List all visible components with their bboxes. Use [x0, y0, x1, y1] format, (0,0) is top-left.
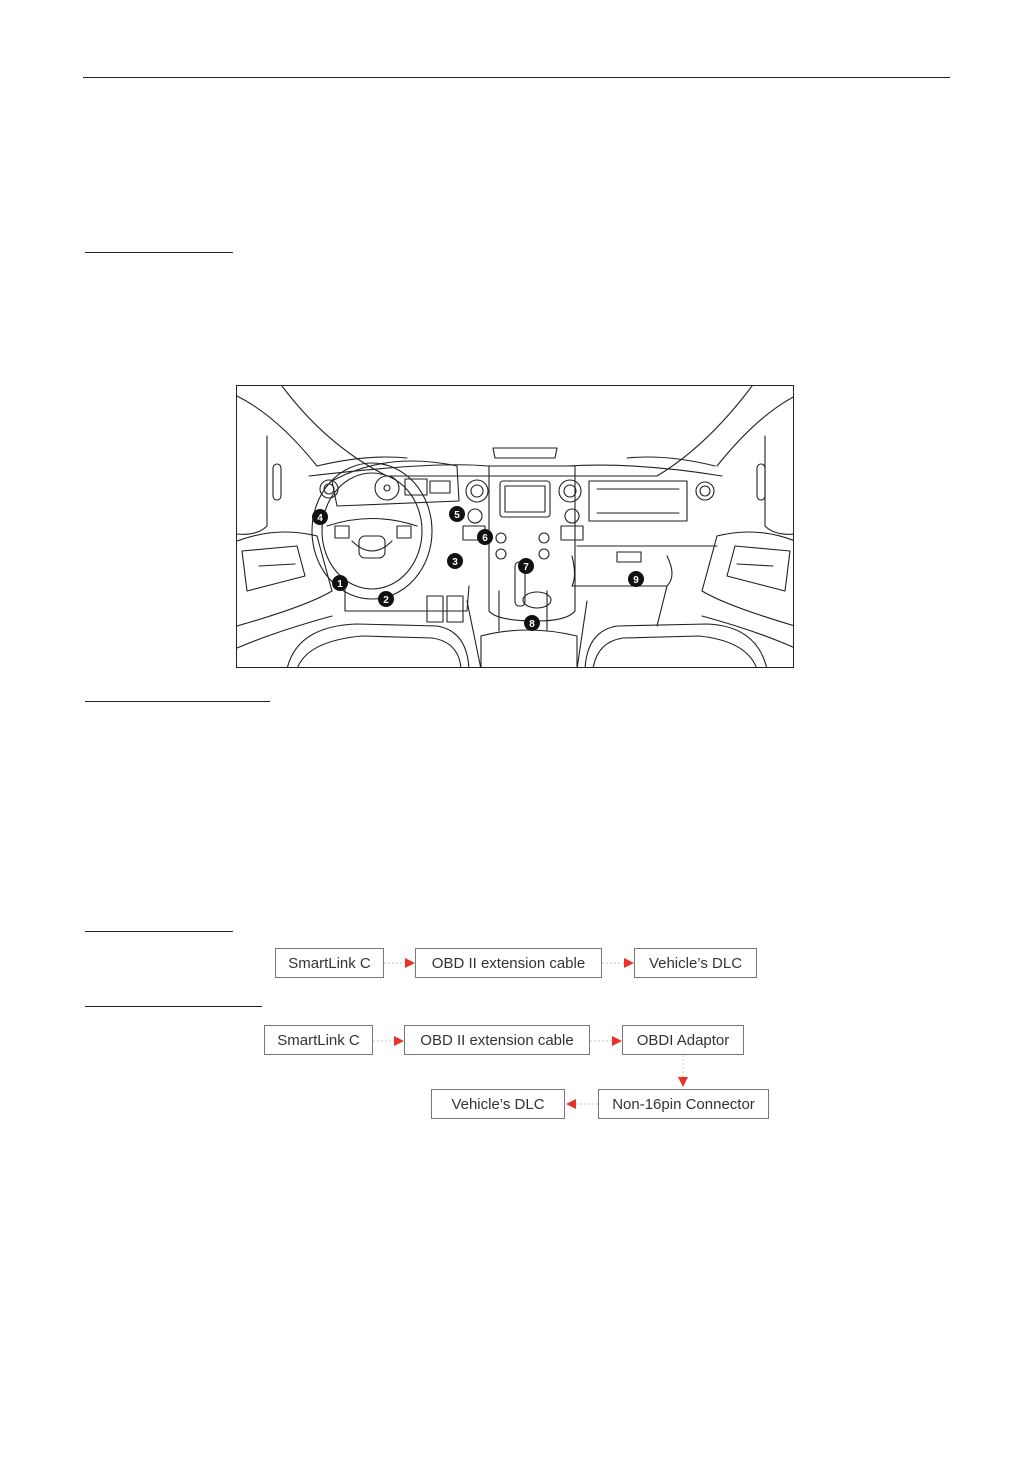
- arrow-head-icon: [678, 1077, 688, 1087]
- flow2-obdi-adaptor-box: OBDI Adaptor: [622, 1025, 744, 1055]
- flow2-non16pin-connector-box: Non-16pin Connector: [598, 1089, 769, 1119]
- flow2-smartlink-box: SmartLink C: [264, 1025, 373, 1055]
- callout-1: 1: [337, 579, 343, 590]
- callout-7: 7: [523, 562, 529, 573]
- flow1-extension-cable-box: OBD II extension cable: [415, 948, 602, 978]
- callout-3: 3: [452, 557, 458, 568]
- arrow-head-icon: [624, 958, 634, 968]
- flow1-vehicle-dlc-box: Vehicle’s DLC: [634, 948, 757, 978]
- arrow-head-icon: [612, 1036, 622, 1046]
- arrow-head-icon: [405, 958, 415, 968]
- callout-9: 9: [633, 575, 639, 586]
- callout-8: 8: [529, 619, 535, 630]
- callout-6: 6: [482, 533, 488, 544]
- arrow-head-icon: [394, 1036, 404, 1046]
- flow2-extension-cable-box: OBD II extension cable: [404, 1025, 590, 1055]
- flow2-vehicle-dlc-box: Vehicle’s DLC: [431, 1089, 565, 1119]
- callout-5: 5: [454, 510, 460, 521]
- callout-2: 2: [383, 595, 389, 606]
- flow1-smartlink-box: SmartLink C: [275, 948, 384, 978]
- arrow-head-icon: [566, 1099, 576, 1109]
- callout-4: 4: [317, 513, 323, 524]
